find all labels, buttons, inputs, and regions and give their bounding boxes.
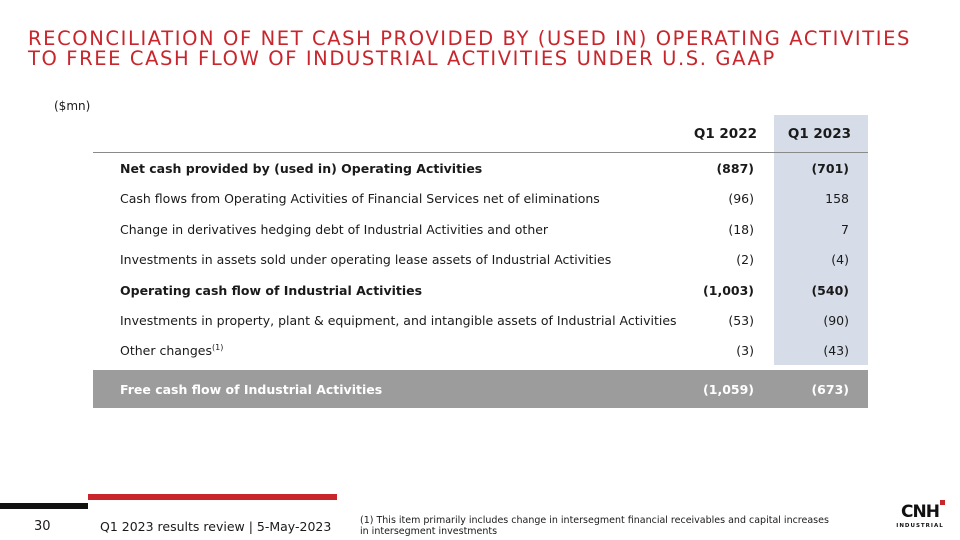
- reconciliation-table: [93, 115, 868, 408]
- row-value-q1-2022: (2): [736, 252, 754, 268]
- total-label: Free cash flow of Industrial Activities: [120, 381, 383, 397]
- slide-title: RECONCILIATION OF NET CASH PROVIDED BY (USED IN) OPERATING ACTIVITIES TO FREE CASH FLOW OF INDUSTRIAL ACTIVITIES UNDER U.S. GAAP: [28, 27, 912, 70]
- page-number: 30: [34, 519, 51, 534]
- row-label: Investments in assets sold under operating lease assets of Industrial Activities: [120, 252, 612, 268]
- row-value-q1-2022: (1,003): [703, 282, 754, 298]
- row-label: Investments in property, plant & equipment, and intangible assets of Industrial Activities: [120, 312, 677, 328]
- footer-black-bar: [0, 503, 88, 509]
- row-label: Cash flows from Operating Activities of Financial Services net of eliminations: [120, 191, 600, 207]
- row-value-q1-2023: (43): [823, 343, 849, 359]
- table-row: [93, 214, 868, 244]
- table-row: [93, 153, 868, 183]
- header-q1-2022: Q1 2022: [693, 126, 757, 142]
- footnote: (1) This item primarily includes change in intersegment financial receivables and capital increases in intersegment investments: [360, 515, 829, 537]
- row-label: Change in derivatives hedging debt of Industrial Activities and other: [120, 221, 549, 237]
- row-value-q1-2022: (887): [716, 161, 754, 176]
- row-value-q1-2022: (53): [728, 312, 754, 328]
- row-label-text: Other changes: [120, 343, 212, 359]
- row-value-q1-2023: 158: [825, 191, 849, 207]
- row-value-q1-2022: (18): [728, 221, 754, 237]
- table-row: [93, 275, 868, 305]
- footer-red-bar: [88, 494, 337, 500]
- footnote-marker: (1): [211, 343, 224, 353]
- row-value-q1-2023: (90): [823, 312, 849, 328]
- row-value-q1-2023: 7: [841, 221, 849, 237]
- table-row: [93, 244, 868, 274]
- footer-text: Q1 2023 results review | 5-May-2023: [100, 519, 332, 534]
- total-row: [93, 370, 868, 408]
- table-row: [93, 183, 868, 213]
- row-value-q1-2023: (4): [831, 252, 849, 268]
- row-value-q1-2022: (3): [736, 343, 754, 359]
- total-value-q1-2022: (1,059): [703, 381, 754, 397]
- row-label: Operating cash flow of Industrial Activities: [120, 282, 423, 298]
- logo-word: CNH: [901, 502, 939, 522]
- row-value-q1-2022: (96): [728, 191, 754, 207]
- row-label: [120, 343, 223, 358]
- row-value-q1-2023: (701): [811, 161, 849, 176]
- table-header: [93, 115, 868, 153]
- row-value-q1-2023: (540): [811, 282, 849, 298]
- table-row: [93, 335, 868, 365]
- header-q1-2023: Q1 2023: [787, 126, 851, 142]
- total-value-q1-2023: (673): [811, 381, 849, 397]
- row-label: Net cash provided by (used in) Operating Activities: [120, 161, 483, 176]
- cnh-industrial-logo: [893, 502, 947, 532]
- table-row: [93, 305, 868, 335]
- unit-label: ($mn): [54, 99, 91, 113]
- logo-subtext: INDUSTRIAL: [896, 523, 944, 529]
